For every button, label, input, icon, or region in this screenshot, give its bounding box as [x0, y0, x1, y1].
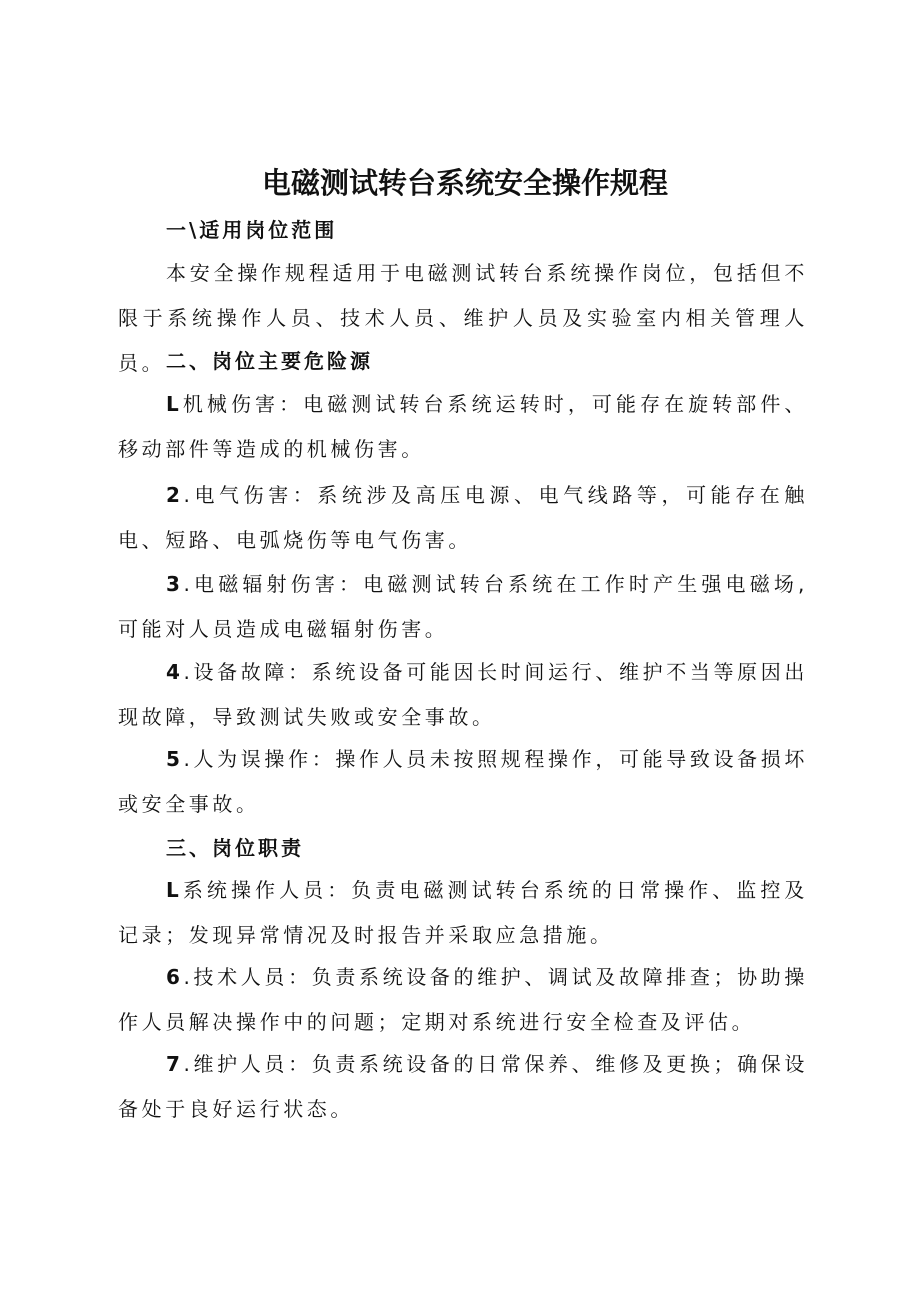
paragraph-text: 系统操作人员：负责电磁测试转台系统的日常操作、监控及记录；发现异常情况及时报告并采取应急措施。	[118, 878, 808, 947]
document-title: 电磁测试转台系统安全操作规程	[261, 166, 668, 200]
item-number: L	[166, 392, 183, 416]
item-number: 6	[166, 965, 184, 989]
paragraph	[118, 562, 808, 652]
item-number: 3	[166, 572, 184, 596]
paragraph-text: .技术人员：负责系统设备的维护、调试及故障排查；协助操作人员解决操作中的问题；定期对系统进行安全检查及评估。	[118, 965, 808, 1034]
section-heading-3: 三、岗位职责	[166, 836, 304, 860]
paragraph-text: .设备故障：系统设备可能因长时间运行、维护不当等原因出现故障，导致测试失败或安全事故。	[118, 660, 808, 729]
paragraph	[118, 868, 808, 958]
paragraph	[118, 473, 808, 563]
section-heading-2: 二、岗位主要危险源	[166, 349, 373, 373]
item-number: 2	[166, 483, 184, 507]
paragraph-text: .电气伤害：系统涉及高压电源、电气线路等，可能存在触电、短路、电弧烧伤等电气伤害。	[118, 483, 808, 552]
paragraph	[118, 737, 808, 827]
paragraph-text: .电磁辐射伤害：电磁测试转台系统在工作时产生强电磁场,可能对人员造成电磁辐射伤害。	[118, 572, 808, 641]
item-number: 5	[166, 747, 184, 771]
item-number: 4	[166, 660, 184, 684]
paragraph	[118, 382, 808, 472]
paragraph	[118, 955, 808, 1045]
paragraph-text: .人为误操作：操作人员未按照规程操作，可能导致设备损坏或安全事故。	[118, 747, 808, 816]
item-number: L	[166, 878, 183, 902]
item-number: 7	[166, 1052, 184, 1076]
paragraph-text: 机械伤害：电磁测试转台系统运转时，可能存在旋转部件、移动部件等造成的机械伤害。	[118, 392, 808, 461]
paragraph	[118, 1042, 808, 1132]
paragraph-text: .维护人员：负责系统设备的日常保养、维修及更换；确保设备处于良好运行状态。	[118, 1052, 808, 1121]
paragraph-text: 本安全操作规程适用于电磁测试转台系统操作岗位，包括但不限于系统操作人员、技术人员、维护人员及实验室内相关管理人员。	[118, 261, 808, 375]
paragraph	[118, 650, 808, 740]
section-heading-1: 一\适用岗位范围	[166, 218, 338, 242]
